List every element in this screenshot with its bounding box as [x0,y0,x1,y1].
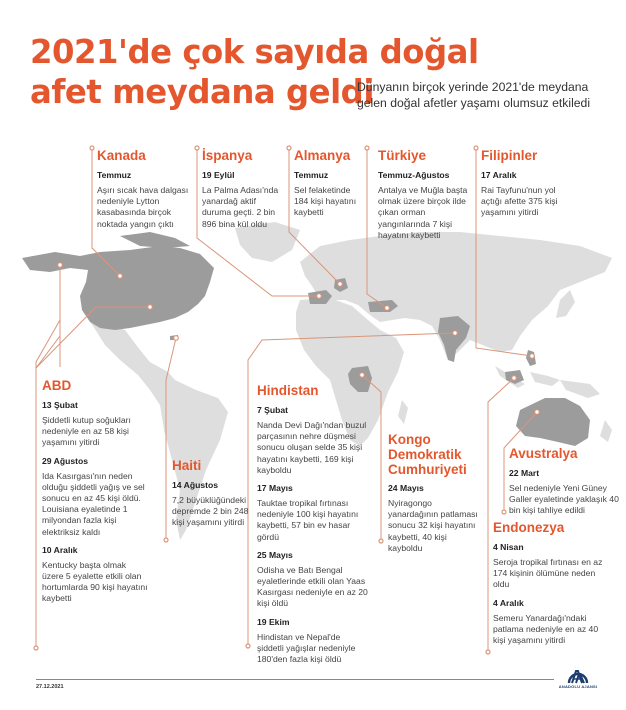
marker-ispanya [317,294,322,299]
card-date: 17 Mayıs [257,483,293,494]
card-text: Antalya ve Muğla başta olmak üzere birçok ilde çıkan orman yangınlarında 7 kişi hayatını kaybetti [378,185,468,240]
logo-text: ANADOLU AJANSI [558,684,598,689]
card-date: 10 Aralık [42,544,78,555]
card-haiti [172,458,252,536]
card-country: ABD [42,378,72,393]
card-text: Aşırı sıcak hava dalgası nedeniyle Lytton kasabasında birçok noktada yangın çıktı [97,185,189,229]
marker-turkiye [385,306,390,311]
aa-logo-icon [567,664,589,684]
marker-abd [148,305,153,310]
card-date: Temmuz [97,170,132,180]
card-date: 17 Aralık [481,170,517,180]
card-text: Semeru Yanardağı'ndaki patlama nedeniyle en az 40 kişi yaşamını yitirdi [493,612,599,646]
card-text: Seroja tropikal fırtınası en az 174 kişinin ölümüne neden oldu [493,557,603,590]
card-date: 14 Ağustos [172,480,219,490]
card-turkiye [378,148,468,248]
card-text: Sel nedeniyle Yeni Güney Galler eyaletinde yaklaşık 40 bin kişi tahliye edildi [509,483,619,516]
card-date: Temmuz-Ağustos [378,170,450,180]
card-text: 7,2 büyüklüğündeki depremde 2 bin 248 kişi yaşamını yitirdi [172,495,249,528]
subtitle: Dünyanın birçok yerinde 2021'de meydana gelen doğal afetler yaşamı olumsuz etkiledi [357,80,591,110]
card-date: 22 Mart [509,468,540,478]
card-date: 19 Eylül [202,170,235,180]
anadolu-ajansi-logo [558,664,598,689]
card-country: Kanada [97,148,146,163]
card-country-line: Kongo [388,432,431,447]
footer-date: 27.12.2021 [36,684,64,690]
card-date: 24 Mayıs [388,483,424,493]
card-text: Nyiragongo yanardağının patlaması sonucu 32 kişi hayatını kaybetti, 40 kişi kayboldu [388,498,478,553]
card-text: Kentucky başta olmak üzere 5 eyalette etkili olan hortumlarda 90 kişi hayatını kaybetti [42,559,148,604]
card-country: Almanya [294,148,351,163]
marker-haiti [174,336,179,341]
card-abd [42,378,148,612]
card-country [388,432,480,477]
card-avustralya [509,446,621,524]
card-country: Haiti [172,458,202,473]
marker-filipinler [530,354,535,359]
card-country-line: Cumhuriyeti [388,462,467,477]
card-almanya [294,148,364,226]
marker-almanya [338,282,343,287]
footer-divider [36,679,554,680]
card-text: Nanda Devi Dağı'ndan buzul parçasının nehre düşmesi sonucu oluşan selde 35 kişi hayatını kaybetti, 169 kişi kayboldu [257,420,367,475]
card-date: 4 Nisan [493,542,524,552]
card-date: 4 Aralık [493,597,524,608]
title-line-2: afet meydana geldi [30,72,374,111]
card-date: 29 Ağustos [42,455,89,466]
card-text: Sel felaketinde 184 kişi hayatını kaybetti [294,185,357,218]
card-country: Endonezya [493,520,565,535]
marker-endonezya [512,376,517,381]
card-country: İspanya [202,148,253,163]
marker-kongo [360,373,365,378]
card-hindistan [257,383,369,672]
marker-alaska [58,263,63,268]
card-text: Hindistan ve Nepal'de şiddetli yağışlar nedeniyle 180'den fazla kişi öldü [257,631,356,665]
marker-kanada [118,274,123,279]
card-endonezya [493,520,605,653]
card-text: Ida Kasırgası'nın neden olduğu şiddetli yağış ve sel sonucu en az 45 kişi öldü. Louisiana eyaletinde 1 milyondan fazla kişi elektriksiz kaldı [42,470,145,537]
card-date: 13 Şubat [42,400,78,410]
card-text: Rai Tayfunu'nun yol açtığı afette 375 kişi yaşamını yitirdi [481,185,558,218]
card-text: Şiddetli kutup soğukları nedeniyle en az 58 kişi yaşamını yitirdi [42,415,131,448]
card-country: Hindistan [257,383,319,398]
marker-avustralya [535,410,540,415]
card-date: 25 Mayıs [257,549,293,560]
title-line-1: 2021'de çok sayıda doğal [30,32,479,71]
card-kongo [388,432,480,561]
card-date: Temmuz [294,170,329,180]
card-ispanya [202,148,284,237]
card-text: Odisha ve Batı Bengal eyaletlerinde etkili olan Yaas Kasırgası nedeniyle en az 20 kişi öldü [257,564,368,609]
card-country: Avustralya [509,446,578,461]
card-country: Türkiye [378,148,427,163]
card-kanada [97,148,192,237]
card-text: La Palma Adası'nda yanardağ aktif duruma geçti. 2 bin 896 bina kül oldu [202,185,279,229]
card-text: Tauktae tropikal fırtınası nedeniyle 100 kişi hayatını kaybetti, 57 bin ev hasar gördü [257,498,359,542]
marker-hindistan [453,331,458,336]
card-date: 7 Şubat [257,405,289,415]
card-filipinler [481,148,573,226]
card-date: 19 Ekim [257,616,290,627]
card-country: Filipinler [481,148,538,163]
card-country-line: Demokratik [388,447,462,462]
